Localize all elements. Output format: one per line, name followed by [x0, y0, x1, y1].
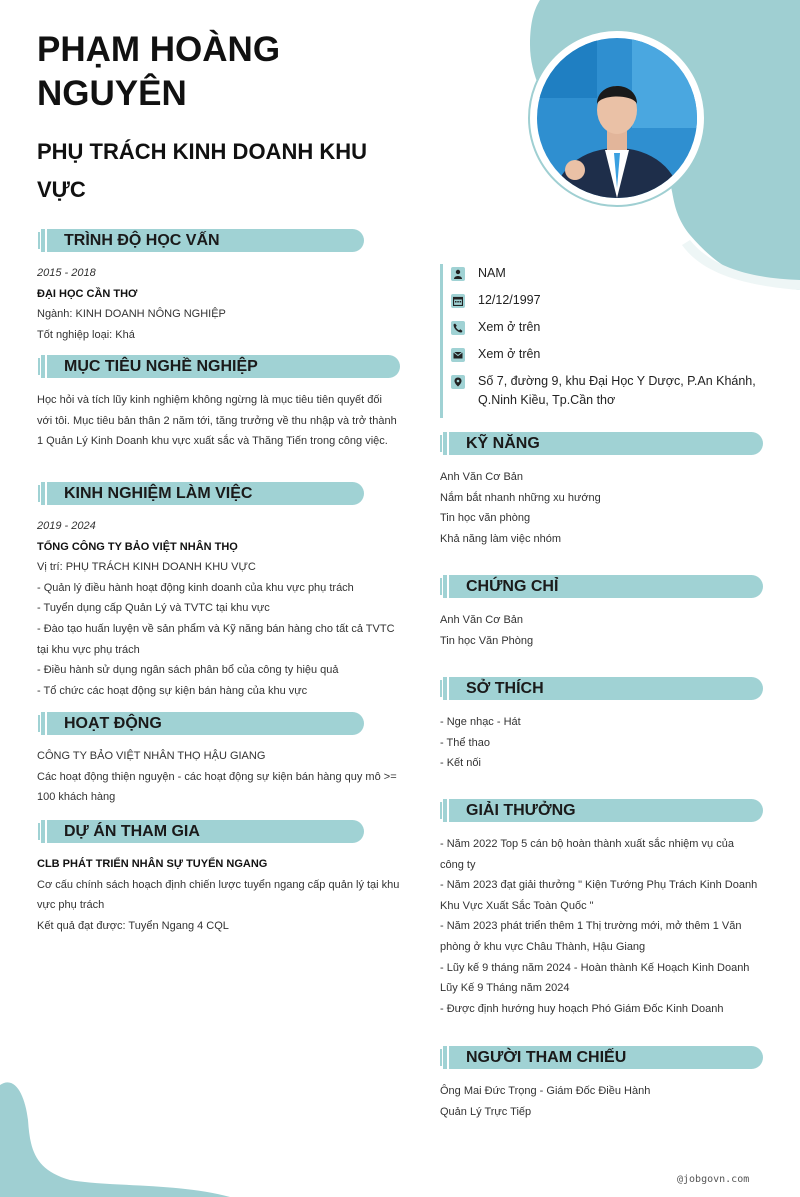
hobby-item: - Thể thao [440, 736, 490, 749]
contact-email-value[interactable]: Xem ở trên [478, 347, 541, 361]
experience-duty: - Tổ chức các hoạt động sự kiện bán hàng của khu vực [37, 684, 308, 697]
experience-duty: - Quản lý điều hành hoạt động kinh doanh của khu vực phụ trách [37, 581, 354, 594]
projects-block [37, 854, 412, 936]
experience-duty: - Điều hành sử dụng ngân sách phân bổ của công ty hiệu quả [37, 664, 339, 677]
skill-item: Khả năng làm việc nhóm [440, 532, 562, 545]
education-date: 2015 - 2018 [37, 267, 96, 279]
certificate-item: Anh Văn Cơ Bản [440, 614, 524, 626]
education-block [37, 263, 407, 345]
certificate-item: Tin học Văn Phòng [440, 634, 534, 647]
award-item: Khu Vực Xuất Sắc Toàn Quốc " [440, 899, 594, 912]
section-certificates-label: CHỨNG CHỈ [466, 578, 559, 595]
contact-phone [451, 318, 770, 337]
user-icon [451, 267, 465, 281]
certificates-block [440, 610, 770, 651]
activities-org: CÔNG TY BẢO VIỆT NHÂN THỌ HẬU GIANG [37, 750, 266, 762]
section-education-title [47, 229, 364, 252]
section-projects-label: DỰ ÁN THAM GIA [64, 823, 200, 840]
contact-email [451, 345, 770, 364]
skill-item: Tin học văn phòng [440, 512, 531, 525]
activities-line: Các hoạt động thiện nguyện - các hoạt động sự kiện bán hàng quy mô >= [37, 770, 397, 783]
section-references-label: NGƯỜI THAM CHIẾU [466, 1049, 627, 1066]
education-major: Ngành: KINH DOANH NÔNG NGHIỆP [37, 308, 226, 321]
activities-block [37, 746, 412, 808]
objective-line: với tôi. Mục tiêu bản thân 2 năm tới, tăng trưởng về thu nhập và trở thành [37, 414, 397, 427]
section-experience-label: KINH NGHIỆM LÀM VIỆC [64, 485, 253, 502]
skills-block [440, 467, 770, 549]
references-block [440, 1081, 770, 1122]
award-item: phòng ở khu vực Châu Thành, Hậu Giang [440, 940, 646, 953]
award-item: - Năm 2023 đạt giải thưởng " Kiện Tướng Phụ Trách Kinh Doanh [440, 879, 758, 892]
experience-company: TỔNG CÔNG TY BẢO VIỆT NHÂN THỌ [37, 540, 238, 553]
skill-item: Anh Văn Cơ Bản [440, 471, 524, 483]
experience-date: 2019 - 2024 [37, 520, 96, 532]
award-item: - Năm 2022 Top 5 cán bộ hoàn thành xuất sắc nhiệm vụ của [440, 838, 734, 850]
hobbies-block [440, 712, 770, 774]
experience-duty: - Đào tạo huấn luyện về sản phẩm và Kỹ năng bán hàng cho tất cả TVTC [37, 622, 395, 635]
section-awards-label: GIẢI THƯỞNG [466, 802, 576, 819]
contact-address [451, 372, 770, 410]
hobby-item: - Kết nối [440, 757, 481, 770]
objective-line: Học hỏi và tích lũy kinh nghiệm không ngừng là mục tiêu tiên quyết đối [37, 394, 382, 406]
section-education-label: TRÌNH ĐỘ HỌC VẤN [64, 232, 220, 249]
project-line: Kết quả đạt được: Tuyển Ngang 4 CQL [37, 919, 229, 932]
experience-duty: - Tuyển dụng cấp Quản Lý và TVTC tại khu vực [37, 602, 270, 615]
section-hobbies-title [449, 677, 763, 700]
project-name: CLB PHÁT TRIỂN NHÂN SỰ TUYỂN NGANG [37, 858, 268, 870]
activities-line: 100 khách hàng [37, 791, 116, 804]
award-item: công ty [440, 858, 476, 871]
contact-gender-value: NAM [478, 266, 506, 280]
location-icon [451, 375, 465, 389]
awards-block [440, 834, 775, 1019]
education-school: ĐẠI HỌC CẦN THƠ [37, 287, 138, 300]
address-line-1: Số 7, đường 9, khu Đại Học Y Dược, P.An Khánh, [478, 374, 756, 388]
hobby-item: - Nge nhạc - Hát [440, 716, 521, 728]
reference-item: Quản Lý Trực Tiếp [440, 1105, 532, 1118]
section-objective-label: MỤC TIÊU NGHỀ NGHIỆP [64, 358, 258, 375]
avatar [537, 38, 697, 198]
contact-info [440, 264, 770, 418]
mail-icon [451, 348, 465, 362]
section-awards-title [449, 799, 763, 822]
award-item: - Lũy kế 9 tháng năm 2024 - Hoàn thành Kế Hoạch Kinh Doanh [440, 961, 750, 974]
award-item: - Được định hướng huy hoạch Phó Giám Đốc Kinh Doanh [440, 1002, 724, 1015]
section-experience-title [47, 482, 364, 505]
section-references-title [449, 1046, 763, 1069]
experience-duty: tại khu vực phụ trách [37, 643, 140, 656]
skill-item: Nắm bắt nhanh những xu hướng [440, 491, 601, 504]
contact-phone-value[interactable]: Xem ở trên [478, 320, 541, 334]
job-title: PHỤ TRÁCH KINH DOANH KHU VỰC [37, 139, 367, 202]
contact-dob-value: 12/12/1997 [478, 293, 541, 307]
candidate-name: PHẠM HOÀNG NGUYÊN [37, 30, 281, 113]
section-certificates-title [449, 575, 763, 598]
award-item: Lũy Kế 9 Tháng năm 2024 [440, 982, 570, 995]
calendar-icon [451, 294, 465, 308]
contact-dob [451, 291, 770, 310]
education-grade: Tốt nghiệp loại: Khá [37, 328, 135, 341]
award-item: - Năm 2023 phát triển thêm 1 Thị trường mới, mở thêm 1 Văn [440, 920, 742, 933]
section-activities-label: HOẠT ĐỘNG [64, 715, 162, 732]
section-skills-title [449, 432, 763, 455]
contact-gender [451, 264, 770, 283]
phone-icon [451, 321, 465, 335]
project-line: Cơ cấu chính sách hoạch định chiến lược tuyển ngang cấp quản lý tại khu [37, 878, 400, 891]
section-hobbies-label: SỞ THÍCH [466, 680, 544, 697]
section-activities-title [47, 712, 364, 735]
experience-position: Vị trí: PHỤ TRÁCH KINH DOANH KHU VỰC [37, 561, 256, 574]
section-objective-title [47, 355, 400, 378]
decorative-blob-bottom [0, 1075, 260, 1197]
address-line-2: Q.Ninh Kiều, Tp.Cần thơ [478, 393, 616, 407]
project-line: vực phụ trách [37, 899, 105, 912]
objective-block [37, 390, 412, 452]
section-projects-title [47, 820, 364, 843]
objective-line: 1 Quản Lý Kinh Doanh khu vực xuất sắc và Thăng Tiến trong công việc. [37, 435, 388, 448]
experience-block [37, 516, 412, 701]
reference-item: Ông Mai Đức Trọng - Giám Đốc Điều Hành [440, 1085, 651, 1097]
contact-address-value [478, 372, 756, 410]
watermark: @jobgovn.com [677, 1174, 750, 1185]
section-skills-label: KỸ NĂNG [466, 435, 540, 452]
